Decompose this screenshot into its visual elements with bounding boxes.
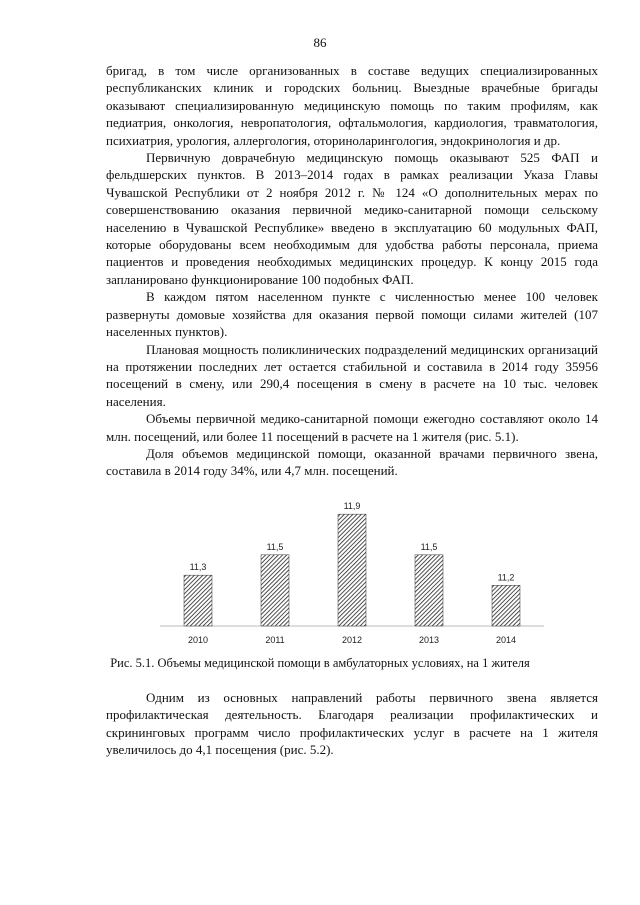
data-label-2011: 11,5 — [266, 541, 284, 552]
chart-svg — [160, 486, 544, 646]
data-label-2010: 11,3 — [189, 562, 207, 573]
paragraph: Объемы первичной медико-санитарной помощи ежегодно составляют около 14 млн. посещений, или более 11 посещений в расчете на 1 жителя (рис. 5.1). — [106, 411, 598, 444]
data-label-2013: 11,5 — [420, 541, 438, 552]
body-text-bottom — [106, 689, 598, 759]
data-label-2014: 11,2 — [497, 572, 515, 583]
bar-2011 — [261, 555, 289, 626]
data-label-2012: 11,9 — [343, 501, 361, 512]
paragraph: Плановая мощность поликлинических подразделений медицинских организаций на протяжении последних лет остается стабильной и составила в 2014 году 35956 посещений в смену, или 290,4 посещения в смену в расчете на 10 тыс. человек населения. — [106, 341, 598, 409]
x-tick-label-2014: 2014 — [495, 635, 517, 645]
x-tick-label-2012: 2012 — [341, 635, 363, 645]
x-tick-label-2013: 2013 — [418, 635, 440, 645]
figure-caption: Рис. 5.1. Объемы медицинской помощи в амбулаторных условиях, на 1 жителя — [110, 656, 530, 670]
bar-2012 — [338, 514, 366, 626]
bar-chart — [160, 486, 544, 646]
paragraph: Доля объемов медицинской помощи, оказанной врачами первичного звена, составила в 2014 году 34%, или 4,7 млн. посещений. — [106, 445, 598, 479]
paragraph: В каждом пятом населенном пункте с численностью менее 100 человек развернуты домовые хозяйства для оказания первой помощи силами жителей (107 населенных пунктов). — [106, 289, 598, 340]
x-tick-label-2011: 2011 — [265, 635, 285, 645]
paragraph: Первичную доврачебную медицинскую помощь оказывают 525 ФАП и фельдшерских пунктов. В 2013–2014 годах в рамках реализации Указа Главы Чувашской Республики от 2 ноября 2012 г. № 124 «О дополнительных мерах по совершенствованию оказания первичной медико-санитарной помощи сельскому населению в Чувашской Республике» введено в эксплуатацию 60 модульных ФАП, которые оборудованы всем необходимым для удобства работы персонала, приема пациентов и проведения необходимых медицинских процедур. К концу 2015 года запланировано функционирование 100 подобных ФАП. — [106, 150, 598, 287]
paragraph: Одним из основных направлений работы первичного звена является профилактическая деятельность. Благодаря реализации профилактических и скрининговых программ число профилактических услуг в расчете на 1 жителя увеличилось до 4,1 посещения (рис. 5.2). — [106, 690, 598, 758]
paragraph: бригад, в том числе организованных в составе ведущих специализированных республиканских клиник и городских больниц. Выездные врачебные бригады оказывают специализированную медицинскую помощь по таким профилям, как педиатрия, онкология, невропатология, офтальмология, кардиология, травматология, психиатрия, урология, аллергология, оториноларингология, эндокринология и др. — [106, 63, 598, 148]
bar-2013 — [415, 555, 443, 626]
body-text-top — [106, 62, 598, 480]
bar-2014 — [492, 585, 520, 626]
page-number: 86 — [313, 35, 327, 50]
x-tick-label-2010: 2010 — [187, 635, 209, 645]
bar-2010 — [184, 575, 212, 626]
